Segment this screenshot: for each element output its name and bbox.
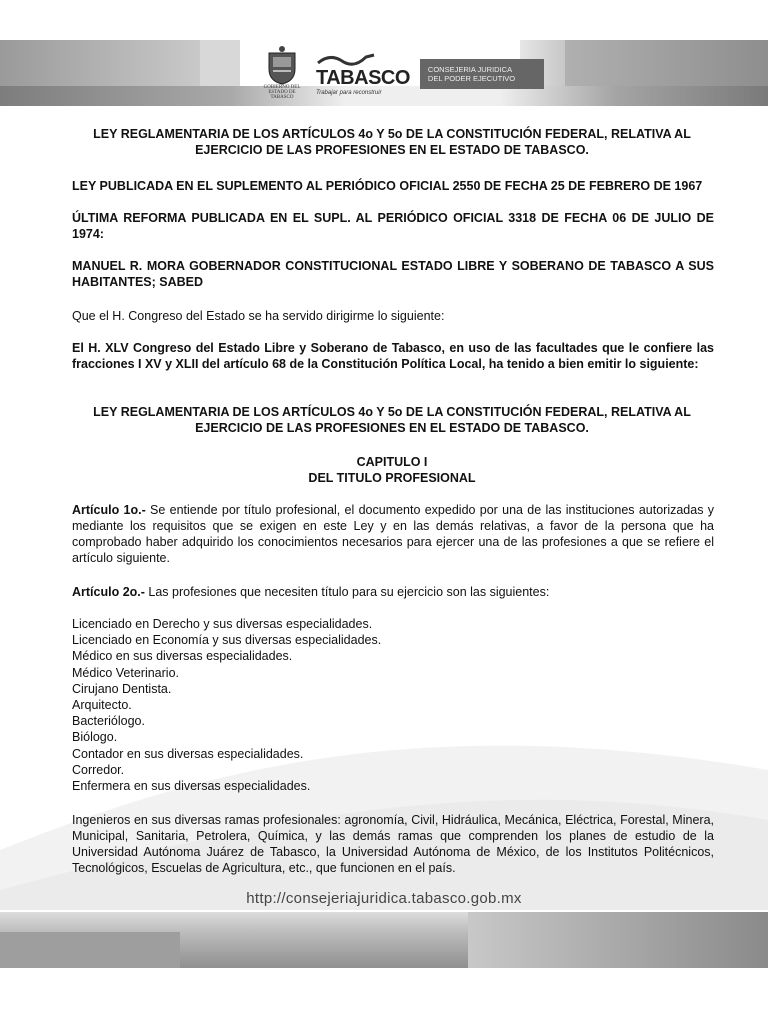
state-seal-logo xyxy=(258,45,306,103)
law-title-line: LEY REGLAMENTARIA DE LOS ARTÍCULOS 4o Y 5o DE LA CONSTITUCIÓN FEDERAL, RELATIVA AL xyxy=(93,127,691,141)
article-2-label: Artículo 2o.- xyxy=(72,585,145,599)
list-item: Enfermera en sus diversas especialidades. xyxy=(72,779,311,794)
wave-brand-icon xyxy=(316,53,376,67)
website-url[interactable]: http://consejeriajuridica.tabasco.gob.mx xyxy=(246,890,522,907)
law-title-line: LEY REGLAMENTARIA DE LOS ARTÍCULOS 4o Y 5o DE LA CONSTITUCIÓN FEDERAL, RELATIVA AL xyxy=(93,405,691,419)
article-2 xyxy=(72,584,714,600)
list-item: Arquitecto. xyxy=(72,698,132,713)
law-title-line: EJERCICIO DE LAS PROFESIONES EN EL ESTADO DE TABASCO. xyxy=(195,143,589,157)
article-1-text: Se entiende por título profesional, el documento expedido por una de las instituciones autorizadas y mediante los requisitos que se exigen en este Ley y en las demás relativas, a favor de la persona que ha comprobado haber adquirido los conocimientos necesarios para ejercer una de las profesiones a que se refiere el artículo siguiente. xyxy=(72,503,714,565)
law-title xyxy=(70,126,714,158)
consejeria-line: CONSEJERIA JURIDICA xyxy=(427,65,513,74)
article-1-label: Artículo 1o.- xyxy=(72,503,146,517)
list-item: Cirujano Dentista. xyxy=(72,681,172,696)
chapter-heading xyxy=(70,454,714,486)
list-item: Licenciado en Derecho y sus diversas especialidades. xyxy=(72,617,373,631)
chapter-number: CAPITULO I xyxy=(356,455,428,469)
list-item: Bacteriólogo. xyxy=(72,714,145,729)
congress-text: El H. XLV Congreso del Estado Libre y Soberano de Tabasco, en uso de las facultades que le confiere las fracciones I XV y XLII del artículo 68 de la Constitución Política Local, ha tenido a bien emitir lo siguiente: xyxy=(72,341,714,371)
coat-of-arms-icon xyxy=(265,45,299,85)
law-title-repeat xyxy=(70,404,714,436)
header-logos xyxy=(258,44,544,104)
list-item: Corredor. xyxy=(72,762,125,777)
consejeria-label xyxy=(420,59,544,89)
article-2-text: Las profesiones que necesiten título para su ejercicio son las siguientes: xyxy=(144,585,550,599)
governor-decree: MANUEL R. MORA GOBERNADOR CONSTITUCIONAL ESTADO LIBRE Y SOBERANO DE TABASCO A SUS HABITANTES; SABED xyxy=(72,259,714,289)
article-1 xyxy=(72,502,714,566)
consejeria-line: DEL PODER EJECUTIVO xyxy=(427,74,516,83)
list-item: Médico en sus diversas especialidades. xyxy=(72,649,293,664)
intro-text: Que el H. Congreso del Estado se ha servido dirigirme lo siguiente: xyxy=(72,309,445,323)
list-item: Licenciado en Economía y sus diversas especialidades. xyxy=(72,633,382,648)
seal-text-line: ESTADO DE xyxy=(268,90,296,95)
seal-text-line: GOBIERNO DEL xyxy=(263,85,301,90)
tabasco-logo xyxy=(316,53,410,96)
list-item: Contador en sus diversas especialidades. xyxy=(72,746,304,761)
last-reform-note: ÚLTIMA REFORMA PUBLICADA EN EL SUPL. AL PERIÓDICO OFICIAL 3318 DE FECHA 06 DE JULIO DE 1974: xyxy=(72,211,714,241)
publication-note: LEY PUBLICADA EN EL SUPLEMENTO AL PERIÓDICO OFICIAL 2550 DE FECHA 25 DE FEBRERO DE 1967 xyxy=(72,179,703,193)
law-title-line: EJERCICIO DE LAS PROFESIONES EN EL ESTADO DE TABASCO. xyxy=(195,421,589,435)
footer-band xyxy=(0,912,768,968)
professions-list xyxy=(72,616,714,794)
seal-text-line: TABASCO xyxy=(270,95,294,100)
brand-name: TABASCO xyxy=(316,66,410,89)
brand-tagline: Trabajar para reconstruir xyxy=(316,89,382,96)
list-item: Médico Veterinario. xyxy=(72,665,180,680)
engineers-paragraph: Ingenieros en sus diversas ramas profesionales: agronomía, Civil, Hidráulica, Mecánica, Eléctrica, Forestal, Minera, Municipal, Sanitaria, Petrolera, Química, y las demás ramas que comprenden los planes de estudio de la Universidad Autónoma Juárez de Tabasco, la Universidad Autónoma de México, de los Institutos Politécnicos, Tecnológicos, Escuelas de Agricultura, etc., que funcionen en el país. xyxy=(72,813,714,875)
chapter-title: DEL TITULO PROFESIONAL xyxy=(308,471,476,485)
list-item: Biólogo. xyxy=(72,730,118,745)
